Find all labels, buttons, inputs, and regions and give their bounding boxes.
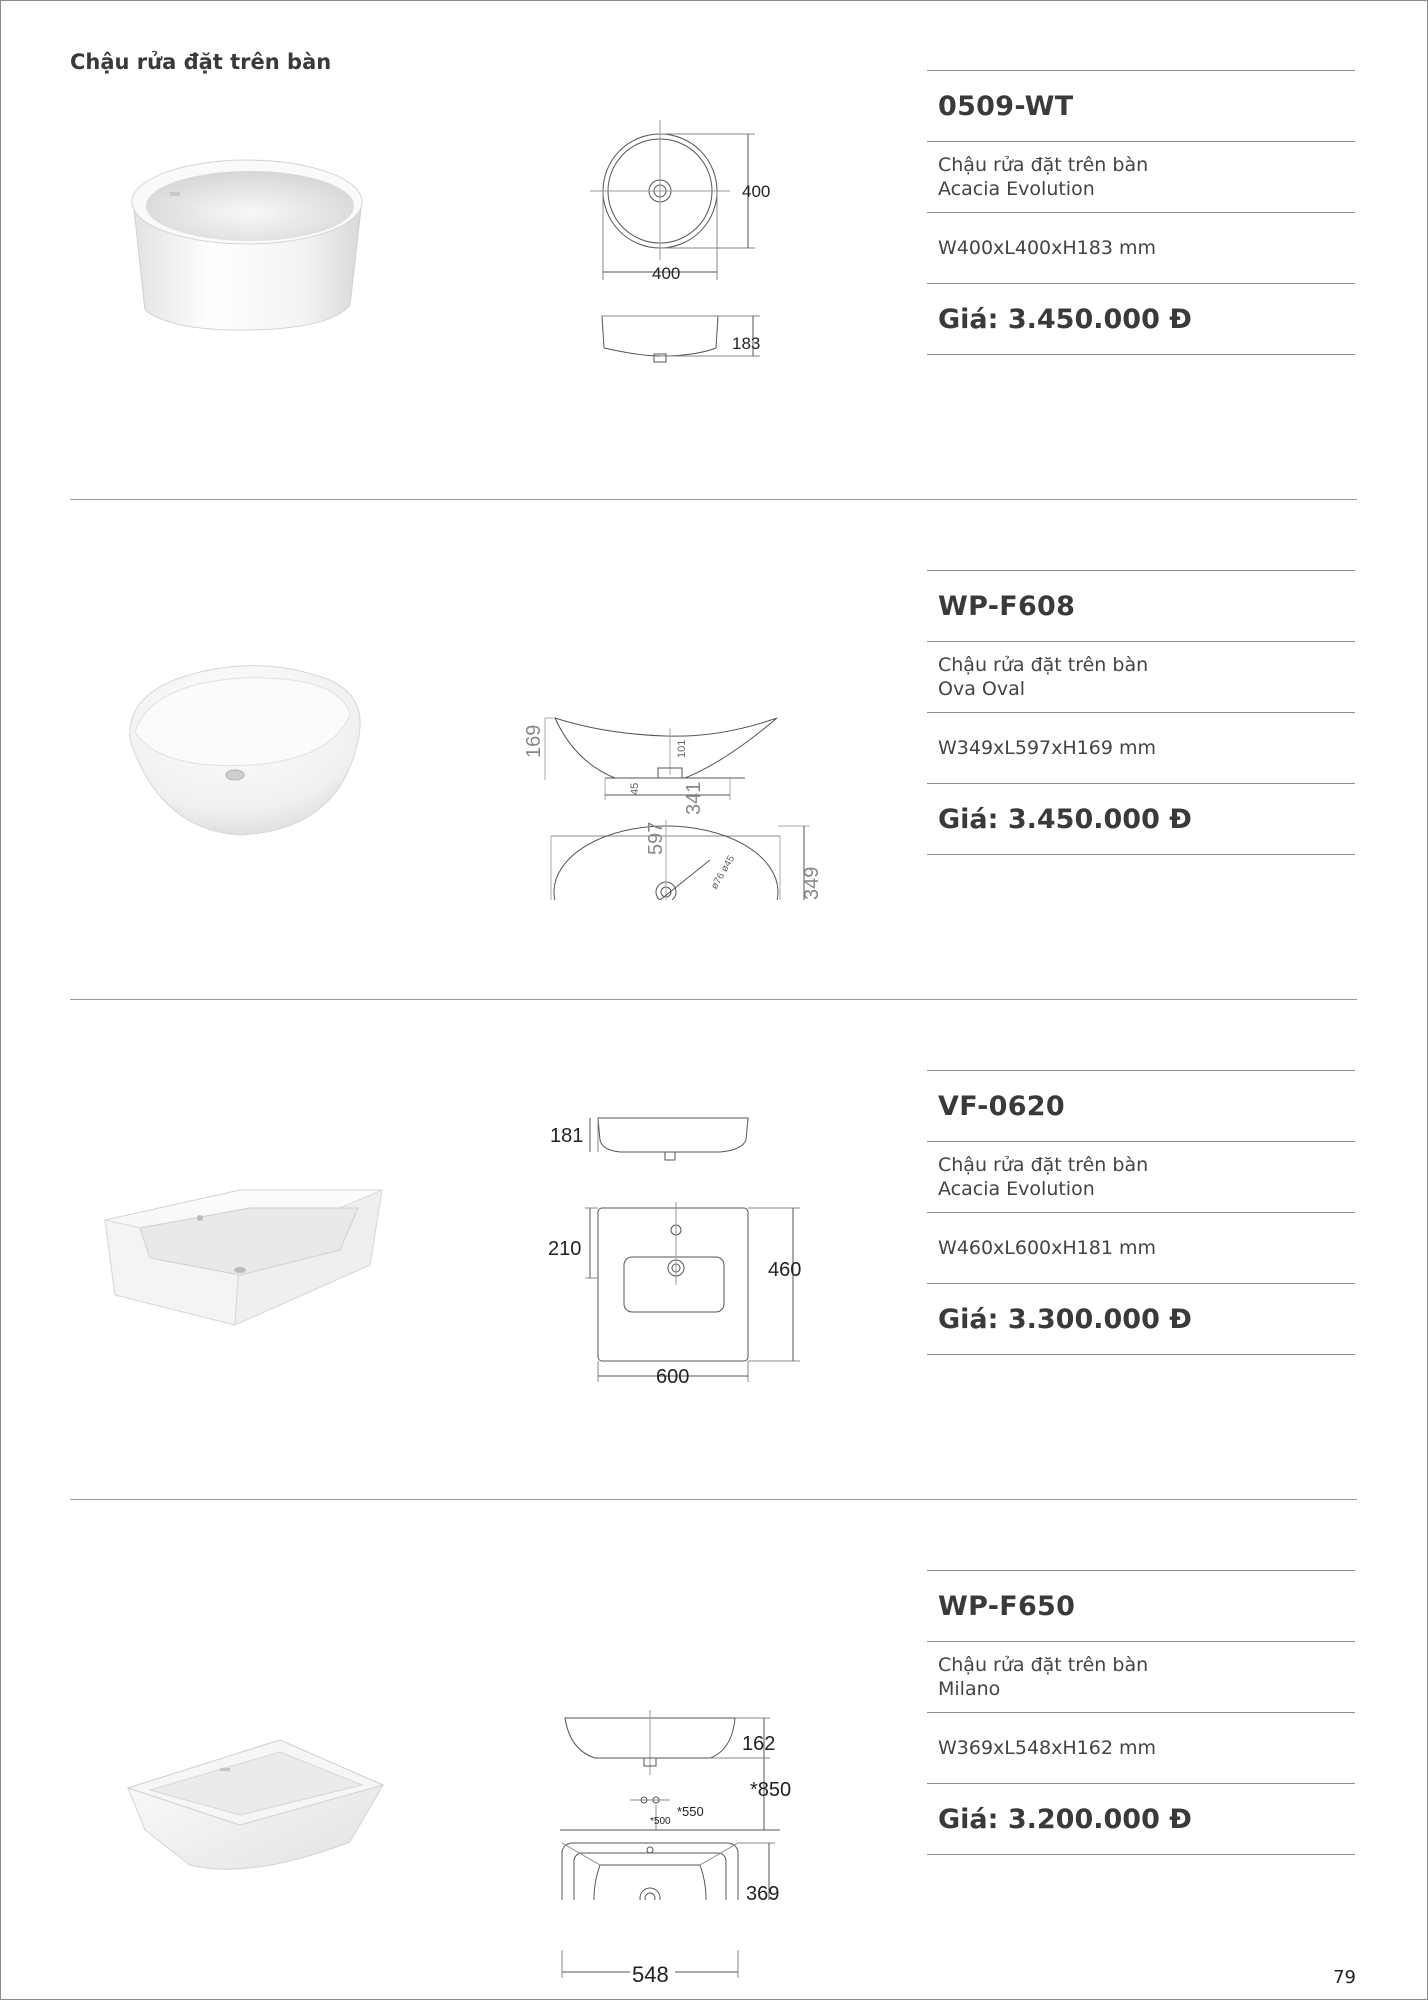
- product-price: Giá: 3.300.000 Đ: [938, 1303, 1192, 1335]
- dim-label: 210: [548, 1238, 582, 1260]
- technical-drawing: [520, 110, 830, 400]
- dim-label: 45: [629, 782, 641, 795]
- product-section-vf-0620: [0, 1000, 1428, 1500]
- product-photo: [100, 1120, 430, 1380]
- technical-drawing: [520, 610, 830, 900]
- product-series: Acacia Evolution: [938, 178, 1095, 200]
- product-dimensions: W369xL548xH162 mm: [938, 1737, 1156, 1759]
- product-series: Milano: [938, 1678, 1001, 1700]
- category-title: Chậu rửa đặt trên bàn: [70, 50, 332, 74]
- dim-label: 400: [742, 182, 771, 201]
- product-info: [927, 1570, 1355, 1855]
- product-photo: [100, 620, 430, 880]
- product-series: Ova Oval: [938, 678, 1026, 700]
- product-info: [927, 570, 1355, 855]
- product-type: Chậu rửa đặt trên bàn: [938, 1654, 1149, 1676]
- product-price: Giá: 3.450.000 Đ: [938, 803, 1192, 835]
- dim-label: 597: [645, 821, 667, 855]
- dim-label: *550: [677, 1804, 704, 1819]
- dim-label: 548: [632, 1962, 669, 1987]
- product-code: WP-F608: [938, 590, 1076, 622]
- technical-drawing-width: [520, 1950, 830, 1990]
- dim-label: 181: [550, 1125, 584, 1147]
- product-type: Chậu rửa đặt trên bàn: [938, 154, 1149, 176]
- product-photo: [100, 120, 430, 380]
- technical-drawing: [520, 1110, 830, 1400]
- dim-label: 169: [523, 724, 545, 758]
- dim-label: 162: [742, 1733, 776, 1755]
- dim-label: 460: [768, 1259, 802, 1281]
- dim-label: 341: [683, 781, 705, 815]
- dim-label: 400: [652, 264, 681, 283]
- product-type: Chậu rửa đặt trên bàn: [938, 1154, 1149, 1176]
- product-dimensions: W349xL597xH169 mm: [938, 737, 1156, 759]
- product-section-0509-wt: [0, 0, 1428, 500]
- product-section-wp-f650: [0, 1500, 1428, 2000]
- product-type: Chậu rửa đặt trên bàn: [938, 654, 1149, 676]
- product-info: [927, 1070, 1355, 1355]
- product-code: WP-F650: [938, 1590, 1076, 1622]
- dim-label: 369: [746, 1883, 780, 1900]
- product-section-wp-f608: [0, 500, 1428, 1000]
- dim-label: 101: [676, 739, 688, 758]
- product-photo: [100, 1620, 430, 1880]
- dim-label: 600: [656, 1366, 690, 1388]
- page-number: 79: [1333, 1967, 1356, 1988]
- dim-label: *850: [750, 1779, 792, 1801]
- product-code: VF-0620: [938, 1090, 1065, 1122]
- product-price: Giá: 3.200.000 Đ: [938, 1803, 1192, 1835]
- dim-label: 183: [732, 334, 761, 353]
- dim-label: ø76 ø45: [709, 853, 738, 892]
- product-dimensions: W400xL400xH183 mm: [938, 237, 1156, 259]
- product-series: Acacia Evolution: [938, 1178, 1095, 1200]
- product-code: 0509-WT: [938, 90, 1074, 122]
- product-price: Giá: 3.450.000 Đ: [938, 303, 1192, 335]
- product-dimensions: W460xL600xH181 mm: [938, 1237, 1156, 1259]
- dim-label: 349: [801, 866, 823, 900]
- dim-label: *500: [650, 1816, 671, 1827]
- product-info: [927, 70, 1355, 355]
- technical-drawing: [520, 1610, 830, 1900]
